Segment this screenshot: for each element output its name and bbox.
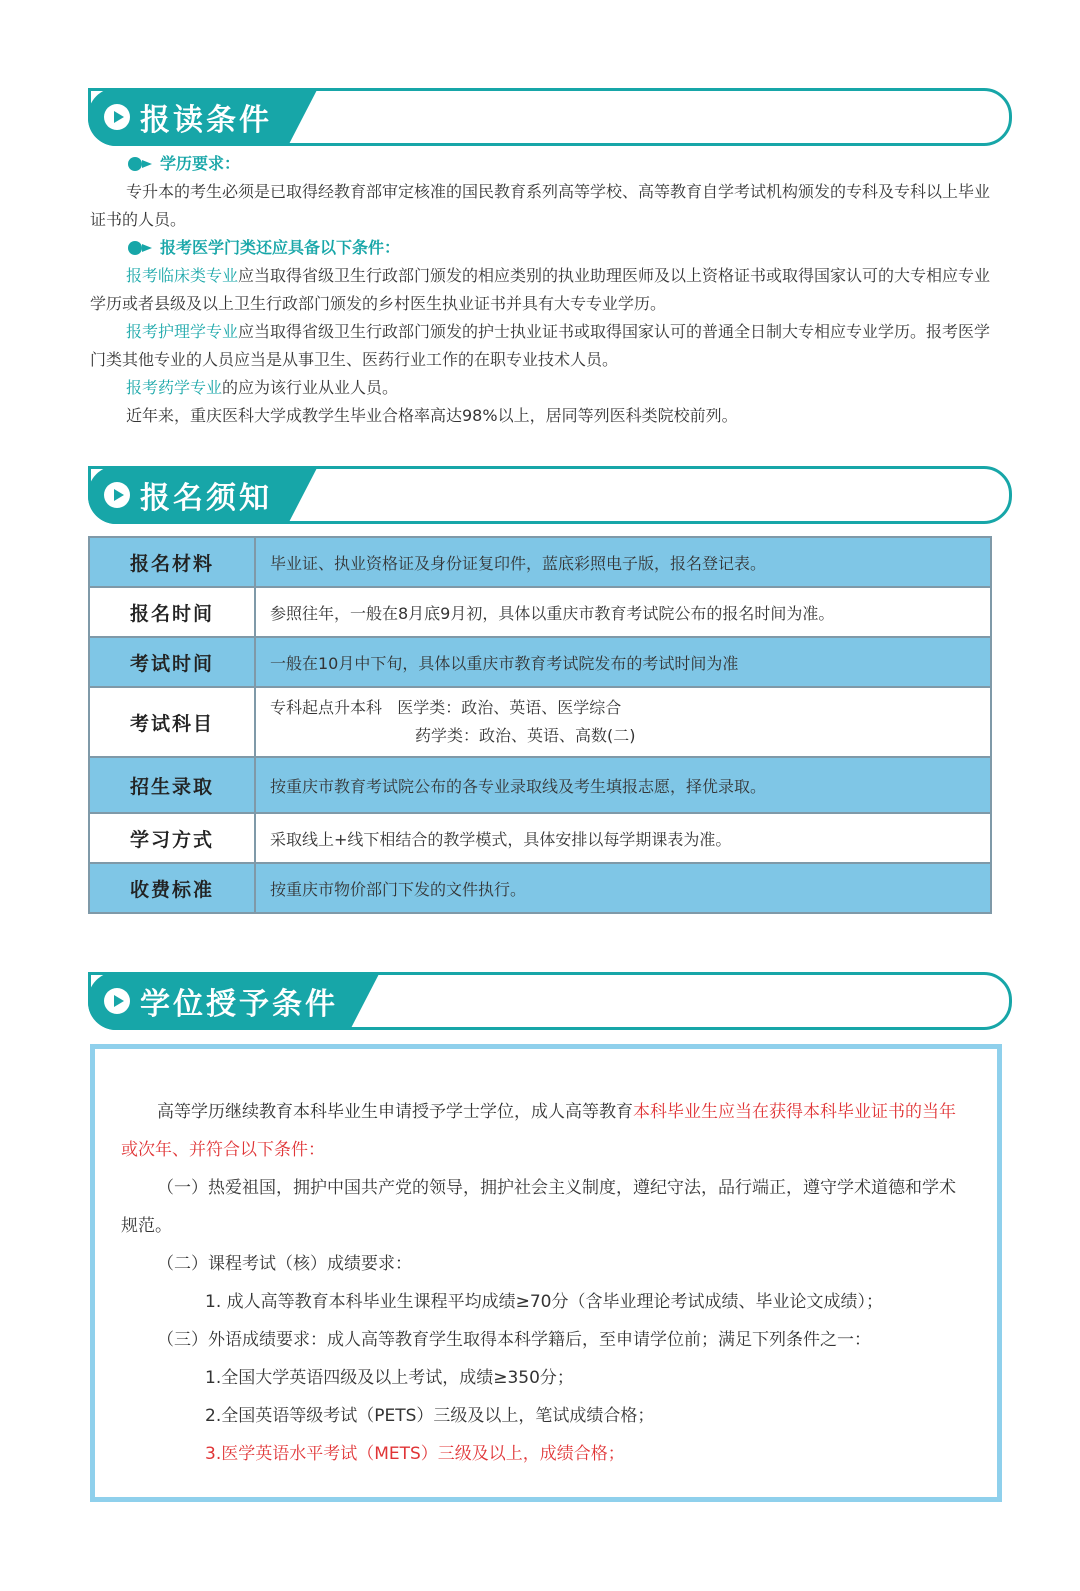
play-icon xyxy=(104,988,130,1014)
condition-three-item: 3.医学英语水平考试（METS）三级及以上，成绩合格； xyxy=(205,1444,625,1464)
row-label: 报名时间 xyxy=(89,587,255,637)
condition-three-item: 1.全国大学英语四级及以上考试，成绩≥350分； xyxy=(205,1368,574,1388)
table-row xyxy=(89,587,991,637)
conditions-content xyxy=(90,150,1000,430)
section-tab xyxy=(88,466,288,524)
row-value: 按重庆市教育考试院公布的各专业录取线及考生填报志愿，择优录取。 xyxy=(255,757,991,813)
row-label: 收费标准 xyxy=(89,863,255,913)
condition-two: （二）课程考试（核）成绩要求： xyxy=(157,1254,412,1274)
condition-three-item: 2.全国英语等级考试（PETS）三级及以上，笔试成绩合格； xyxy=(205,1406,655,1426)
section-header-degree xyxy=(88,972,1012,1030)
section-tab xyxy=(88,88,288,146)
condition-two-item: 1. 成人高等教育本科毕业生课程平均成绩≥70分（含毕业理论考试成绩、毕业论文成绩）； xyxy=(205,1292,883,1312)
row-label: 招生录取 xyxy=(89,757,255,813)
row-value: 一般在10月中下旬，具体以重庆市教育考试院发布的考试时间为准 xyxy=(255,637,991,687)
play-icon xyxy=(104,482,130,508)
row-label: 报名材料 xyxy=(89,537,255,587)
row-label: 学习方式 xyxy=(89,813,255,863)
condition-three: （三）外语成绩要求：成人高等教育学生取得本科学籍后，至申请学位前；满足下列条件之一： xyxy=(157,1330,871,1350)
section-header-registration xyxy=(88,466,1012,524)
section-header-conditions xyxy=(88,88,1012,146)
table-row xyxy=(89,757,991,813)
med-heading: 报考医学门类还应具备以下条件： xyxy=(90,234,1000,262)
section-title: 学位授予条件 xyxy=(140,987,338,1022)
play-icon xyxy=(104,104,130,130)
degree-intro: 高等学历继续教育本科毕业生申请授予学士学位，成人高等教育本科毕业生应当在获得本科毕业证书的当年或次年、并符合以下条件： xyxy=(121,1102,956,1160)
section-title: 报名须知 xyxy=(140,481,272,516)
registration-table xyxy=(88,536,992,914)
bullet-icon xyxy=(128,157,142,171)
row-label: 考试时间 xyxy=(89,637,255,687)
table-row xyxy=(89,637,991,687)
edu-text: 专升本的考生必须是已取得经教育部审定核准的国民教育系列高等学校、高等教育自学考试机构颁发的专科及专科以上毕业证书的人员。 xyxy=(90,182,991,229)
bullet-icon xyxy=(128,241,142,255)
clinical-paragraph: 报考临床类专业应当取得省级卫生行政部门颁发的相应类别的执业助理医师及以上资格证书或取得国家认可的大专相应专业学历或者县级及以上卫生行政部门颁发的乡村医生执业证书并具有大专专业学历。 xyxy=(90,266,991,313)
section-tab xyxy=(88,972,350,1030)
row-value: 专科起点升本科 医学类：政治、英语、医学综合 药学类：政治、英语、高数(二) xyxy=(255,687,991,757)
edu-heading: 学历要求： xyxy=(90,150,1000,178)
row-value: 毕业证、执业资格证及身份证复印件，蓝底彩照电子版，报名登记表。 xyxy=(255,537,991,587)
pharmacy-paragraph: 报考药学专业的应为该行业从业人员。 xyxy=(126,378,399,397)
degree-conditions-box xyxy=(90,1044,1002,1502)
row-value: 采取线上+线下相结合的教学模式，具体安排以每学期课表为准。 xyxy=(255,813,991,863)
row-value: 按重庆市物价部门下发的文件执行。 xyxy=(255,863,991,913)
table-row xyxy=(89,687,991,757)
table-row xyxy=(89,863,991,913)
section-title: 报读条件 xyxy=(140,103,272,138)
row-value: 参照往年，一般在8月底9月初，具体以重庆市教育考试院公布的报名时间为准。 xyxy=(255,587,991,637)
nursing-paragraph: 报考护理学专业应当取得省级卫生行政部门颁发的护士执业证书或取得国家认可的普通全日制大专相应专业学历。报考医学门类其他专业的人员应当是从事卫生、医药行业工作的在职专业技术人员。 xyxy=(90,322,991,369)
condition-one: （一）热爱祖国，拥护中国共产党的领导，拥护社会主义制度，遵纪守法，品行端正，遵守学术道德和学术规范。 xyxy=(121,1178,956,1236)
table-row xyxy=(89,813,991,863)
row-label: 考试科目 xyxy=(89,687,255,757)
pass-rate-text: 近年来，重庆医科大学成教学生毕业合格率高达98%以上，居同等列医科类院校前列。 xyxy=(126,406,738,425)
table-row xyxy=(89,537,991,587)
